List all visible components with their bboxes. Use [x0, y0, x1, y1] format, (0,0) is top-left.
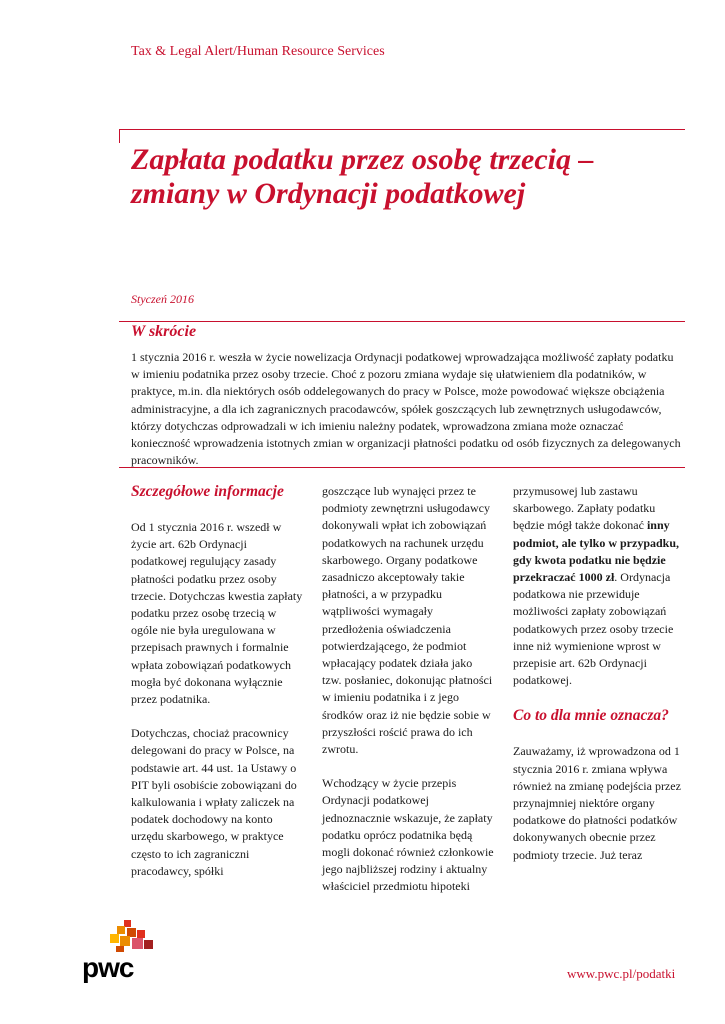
- footer-url-link[interactable]: www.pwc.pl/podatki: [567, 966, 676, 981]
- title-frame-left: [119, 129, 120, 143]
- column-3: [513, 483, 685, 881]
- divider-bottom: [119, 467, 685, 468]
- paragraph: [513, 483, 685, 689]
- divider-top: [119, 321, 685, 322]
- column-1: [131, 482, 303, 897]
- emphasis-text: inny podmiot, ale tylko w przypadku, gdy kwota podatku nie będzie przekraczać 1000 zł: [513, 518, 680, 585]
- details-heading: Szczegółowe informacje: [131, 483, 284, 500]
- column-2: [322, 483, 494, 913]
- alert-series-title: Tax & Legal Alert/Human Resource Services: [131, 44, 385, 59]
- paragraph: Dotychczas, chociaż pracownicy delegowani do pracy w Polsce, na podstawie art. 44 ust. 1a Ustawy o PIT byli osobiście zobowiązani do kalkulowania i wpłaty zaliczek na podatek dochodowy na konto urzędu skarbowego, w praktyce często to ich zagraniczni pracodawcy, spółki: [131, 726, 297, 878]
- paragraph: goszczące lub wynajęci przez te podmioty zewnętrzni usługodawcy dokonywali wpłat ich zobowiązań podatkowych na rachunek urzędu skarbowego. Organy podatkowe zasadniczo akceptowały takie płatności, a w przypadku wątpliwości wymagały przedłożenia oświadczenia potwierdzającego, że podmiot wpłacający podatek działa jako tzw. posłaniec, dokonując płatności w imieniu podatnika i z jego środków oraz iż nie będzie sobie w przyszłości rościć prawa do ich zwrotu.: [322, 484, 493, 757]
- paragraph: Wchodzący w życie przepis Ordynacji podatkowej jednoznacznie wskazuje, że zapłaty podatku oprócz podatnika będą mogli dokonać również członkowie jego najbliższej rodziny i aktualny właściciel przedmiotu hipoteki: [322, 776, 494, 894]
- document-title: Zapłata podatku przez osobę trzecią – zmiany w Ordynacji podatkowej: [131, 143, 594, 210]
- summary-text: 1 stycznia 2016 r. weszła w życie nowelizacja Ordynacji podatkowej wprowadzająca możliwość zapłaty podatku w imieniu podatnika przez osoby trzecie. Choć z pozoru zmiana wydaje się ułatwieniem dla podatników, w praktyce, m.in. dla niektórych osób oddelegowanych do pracy w Polsce, może powodować większe obciążenia administracyjne, a dla ich zagranicznych pracodawców, spółek goszczących lub zewnętrznych usługodawców, którzy dotychczas odprowadzali w ich imieniu należny podatek, wprowadzona zmiana może oznaczać konieczność wprowadzenia istotnych zmian w organizacji płatności podatku od osób fizycznych za delegowanych pracowników.: [131, 350, 681, 468]
- pwc-logo-text: pwc: [82, 952, 134, 983]
- implications-heading: Co to dla mnie oznacza?: [513, 707, 669, 725]
- title-frame-top: [119, 129, 685, 130]
- paragraph: Od 1 stycznia 2016 r. wszedł w życie art. 62b Ordynacji podatkowej regulujący zasady płatności podatku przez osoby trzecie. Dotychczas kwestia zapłaty podatku przez osobę trzecią w ogóle nie była uregulowana w przepisach prawnych i formalnie wpłata zobowiązań podatkowych mogła być dokonana wyłącznie przez podatnika.: [131, 520, 303, 707]
- paragraph-text: . Ordynacja podatkowa nie przewiduje możliwości zapłaty zobowiązań podatkowych przez osoby trzecie inne niż wymienione wprost w przepisie art. 62b Ordynacji podatkowej.: [513, 570, 674, 688]
- publication-date: Styczeń 2016: [131, 292, 194, 306]
- paragraph-text: przymusowej lub zastawu skarbowego. Zapłaty podatku będzie mógł także dokonać: [513, 484, 656, 533]
- paragraph: Zauważamy, iż wprowadzona od 1 stycznia 2016 r. zmiana wpływa również na zmianę podejścia przez przynajmniej niektóre organy podatkowe do płatności podatków dokonywanych obecnie przez podmioty trzecie. Już teraz: [513, 744, 681, 862]
- summary-heading: W skrócie: [131, 323, 197, 340]
